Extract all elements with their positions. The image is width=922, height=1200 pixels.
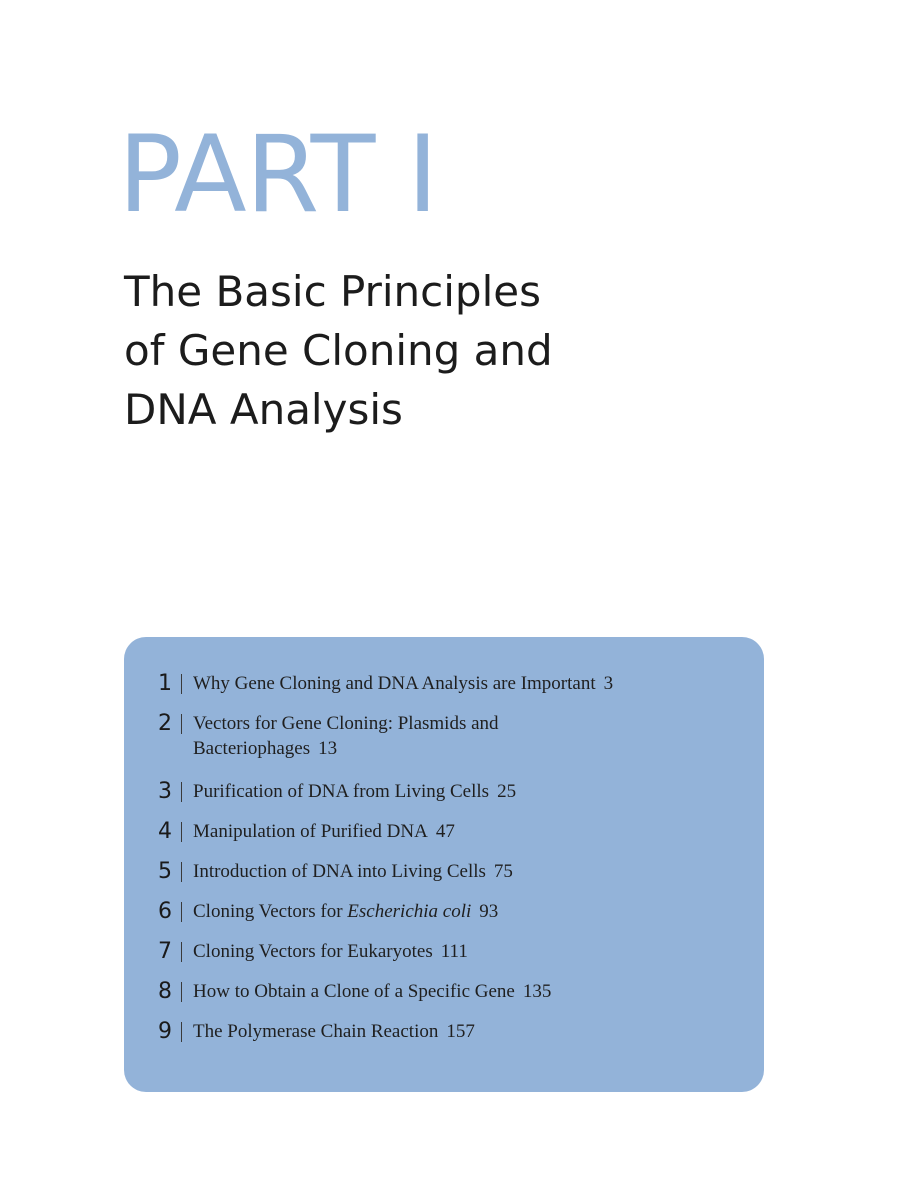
chapter-title: The Polymerase Chain Reaction 157 bbox=[193, 1021, 475, 1042]
chapter-item-1[interactable] bbox=[158, 671, 748, 697]
chapter-page: 3 bbox=[603, 673, 614, 694]
chapter-number: 9 bbox=[158, 1019, 172, 1044]
chapter-title: Cloning Vectors for Eukaryotes 111 bbox=[193, 941, 468, 962]
chapter-page: 111 bbox=[440, 941, 468, 962]
chapter-title: How to Obtain a Clone of a Specific Gene 135 bbox=[193, 981, 552, 1002]
separator-rule bbox=[181, 1022, 182, 1042]
chapter-number: 4 bbox=[158, 819, 172, 844]
chapter-item-6[interactable] bbox=[158, 899, 748, 925]
chapter-page: 135 bbox=[522, 981, 552, 1002]
separator-rule bbox=[181, 862, 182, 882]
separator-rule bbox=[181, 782, 182, 802]
chapter-item-9[interactable] bbox=[158, 1019, 748, 1045]
chapter-page: 25 bbox=[497, 781, 517, 802]
separator-rule bbox=[181, 674, 182, 694]
part-title bbox=[124, 262, 684, 439]
species-name: Escherichia coli bbox=[347, 901, 472, 922]
chapter-number: 6 bbox=[158, 899, 172, 924]
separator-rule bbox=[181, 714, 182, 734]
separator-rule bbox=[181, 902, 182, 922]
chapter-title: Introduction of DNA into Living Cells 75 bbox=[193, 861, 513, 882]
separator-rule bbox=[181, 942, 182, 962]
chapter-number: 1 bbox=[158, 671, 172, 696]
chapter-item-3[interactable] bbox=[158, 779, 748, 805]
chapter-item-7[interactable] bbox=[158, 939, 748, 965]
chapter-title: Purification of DNA from Living Cells 25 bbox=[193, 781, 517, 802]
chapter-title: Manipulation of Purified DNA 47 bbox=[193, 821, 455, 842]
chapter-page: 157 bbox=[446, 1021, 475, 1042]
chapter-page: 13 bbox=[318, 738, 338, 759]
part-label: PART I bbox=[118, 113, 438, 236]
chapter-item-4[interactable] bbox=[158, 819, 748, 845]
chapter-title: Cloning Vectors for Escherichia coli 93 bbox=[193, 901, 499, 922]
separator-rule bbox=[181, 982, 182, 1002]
chapter-page: 47 bbox=[435, 821, 455, 842]
chapter-number: 2 bbox=[158, 711, 172, 736]
separator-rule bbox=[181, 822, 182, 842]
chapter-title: Why Gene Cloning and DNA Analysis are Important 3 bbox=[193, 673, 614, 694]
chapter-page: 75 bbox=[493, 861, 513, 882]
chapter-number: 3 bbox=[158, 779, 172, 804]
chapter-list bbox=[158, 671, 748, 1059]
chapter-title: Vectors for Gene Cloning: Plasmids and Bacteriophages 13 bbox=[193, 713, 499, 759]
chapter-number: 7 bbox=[158, 939, 172, 964]
chapter-page: 93 bbox=[479, 901, 499, 922]
table-of-contents bbox=[124, 637, 764, 1092]
chapter-number: 5 bbox=[158, 859, 172, 884]
chapter-item-8[interactable] bbox=[158, 979, 748, 1005]
part-title-line: of Gene Cloning and bbox=[124, 326, 553, 375]
chapter-item-2[interactable] bbox=[158, 711, 748, 761]
part-title-line: The Basic Principles bbox=[124, 267, 541, 316]
part-title-line: DNA Analysis bbox=[124, 385, 403, 434]
chapter-number: 8 bbox=[158, 979, 172, 1004]
chapter-item-5[interactable] bbox=[158, 859, 748, 885]
